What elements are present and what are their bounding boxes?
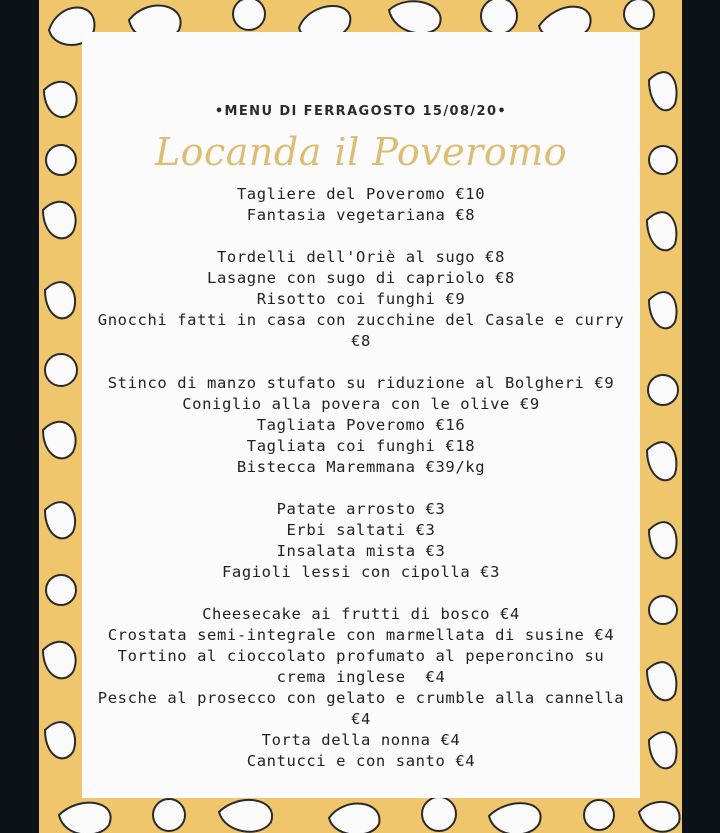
menu-item: Bistecca Maremmana €39/kg <box>236 458 486 476</box>
menu-item: Erbi saltati €3 <box>286 521 436 539</box>
menu-item: Crostata semi-integrale con marmellata di susine €4 <box>107 626 615 644</box>
menu-header: •MENU DI FERRAGOSTO 15/08/20• <box>214 104 508 119</box>
menu-item: Risotto coi funghi €9 <box>256 290 466 308</box>
menu-item: Cantucci e con santo €4 <box>246 752 476 770</box>
menu-item: Tagliata coi funghi €18 <box>246 437 476 455</box>
menu-item: Lasagne con sugo di capriolo €8 <box>207 269 515 287</box>
menu-item: Patate arrosto €3 <box>276 500 446 518</box>
menu-item: crema inglese €4 <box>276 668 446 686</box>
menu-list <box>82 184 640 772</box>
menu-item: €8 <box>351 332 371 350</box>
menu-item: Stinco di manzo stufato su riduzione al Bolgheri €9 <box>107 374 615 392</box>
menu-item: Tagliata Poveromo €16 <box>256 416 466 434</box>
menu-item: Pesche al prosecco con gelato e crumble alla cannella <box>97 689 625 707</box>
menu-item: Torta della nonna €4 <box>261 731 461 749</box>
menu-spacer <box>82 352 640 373</box>
restaurant-title: Locanda il Poveromo <box>154 130 568 174</box>
menu-item: Fagioli lessi con cipolla €3 <box>221 563 501 581</box>
menu-item: Insalata mista €3 <box>276 542 446 560</box>
menu-item: Fantasia vegetariana €8 <box>246 206 476 224</box>
menu-card <box>82 32 640 798</box>
menu-spacer <box>82 583 640 604</box>
menu-spacer <box>82 478 640 499</box>
menu-item: Tagliere del Poveromo €10 <box>236 185 486 203</box>
menu-item: Coniglio alla povera con le olive €9 <box>182 395 540 413</box>
menu-item: Gnocchi fatti in casa con zucchine del Casale e curry <box>97 311 625 329</box>
menu-item: Tordelli dell'Oriè al sugo €8 <box>216 248 506 266</box>
menu-item: Cheesecake ai frutti di bosco €4 <box>202 605 520 623</box>
menu-spacer <box>82 226 640 247</box>
menu-item: €4 <box>351 710 371 728</box>
menu-item: Tortino al cioccolato profumato al peperoncino su <box>117 647 605 665</box>
